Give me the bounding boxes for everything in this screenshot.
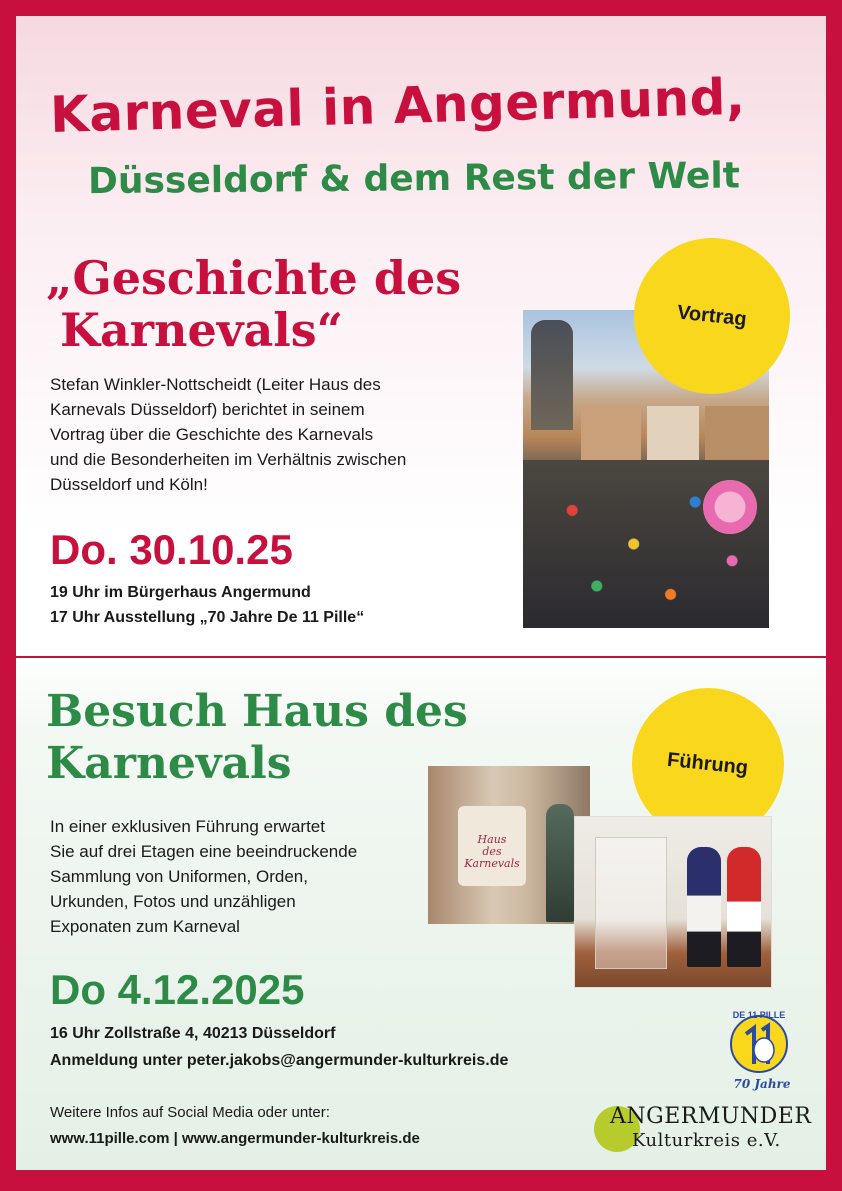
kk-logo-line2: Kulturkreis e.V. [632, 1130, 781, 1151]
headline-sub: Düsseldorf & dem Rest der Welt [87, 155, 741, 203]
event1-desc-line: Stefan Winkler-Nottscheidt (Leiter Haus des [50, 375, 381, 394]
event1-title [46, 252, 526, 356]
event1-details [50, 580, 520, 630]
de-11-pille-logo [724, 1004, 794, 1094]
church-tower [531, 320, 573, 430]
event1-description [50, 372, 510, 497]
event1-detail-line: 17 Uhr Ausstellung „70 Jahre De 11 Pille“ [50, 609, 365, 626]
event1-date: Do. 30.10.25 [50, 526, 293, 573]
poster [16, 16, 826, 1170]
event2-title-line1: Besuch Haus des [46, 686, 468, 737]
event2-detail-line: 16 Uhr Zollstraße 4, 40213 Düsseldorf [50, 1025, 336, 1042]
footer-intro: Weitere Infos auf Social Media oder unter: [50, 1104, 330, 1121]
event2-desc-line: Urkunden, Fotos und unzähligen [50, 892, 296, 911]
exhibition-photo [574, 816, 772, 988]
headline-main: Karneval in Angermund, [49, 67, 747, 144]
pille-logo-bottom-text: 70 Jahre [733, 1077, 791, 1091]
event2-details [50, 1020, 670, 1074]
badge-vortrag-label: Vortrag [676, 300, 748, 331]
kk-logo-line1: ANGERMUNDER [610, 1104, 812, 1129]
event2-desc-line: Sie auf drei Etagen eine beeindruckende [50, 842, 358, 861]
event1-title-line1: „Geschichte des [46, 251, 462, 305]
badge-vortrag [634, 238, 790, 394]
event1-desc-line: und die Besonderheiten im Verhältnis zwischen [50, 450, 407, 469]
event1-desc-line: Düsseldorf und Köln! [50, 475, 208, 494]
event2-description [50, 814, 430, 939]
display-case [595, 837, 667, 969]
event2-date: Do 4.12.2025 [50, 966, 305, 1013]
museum-sign-line: Haus [477, 833, 507, 846]
museum-sign [458, 806, 526, 886]
event2-desc-line: In einer exklusiven Führung erwartet [50, 817, 325, 836]
event2-detail-line: Anmeldung unter peter.jakobs@angermunder-kulturkreis.de [50, 1052, 509, 1069]
haus-des-karnevals-photo [428, 766, 590, 924]
badge-fuehrung-label: Führung [666, 748, 750, 779]
building [705, 406, 769, 466]
event1-desc-line: Karnevals Düsseldorf) berichtet in seinem [50, 400, 365, 419]
building [581, 406, 641, 466]
uniform-figure [687, 847, 721, 967]
event1-title-line2: Karnevals“ [60, 303, 344, 357]
museum-sign-line: des [482, 845, 502, 858]
event1-desc-line: Vortrag über die Geschichte des Karnevals [50, 425, 374, 444]
angermunder-kulturkreis-logo [594, 1102, 814, 1156]
footer [50, 1100, 610, 1152]
event1-detail-line: 19 Uhr im Bürgerhaus Angermund [50, 584, 311, 601]
event2-desc-line: Exponaten zum Karneval [50, 917, 240, 936]
carnival-float [703, 480, 757, 534]
section-divider [16, 656, 826, 658]
bronze-statue [546, 804, 574, 922]
pille-logo-top-text: DE 11 PILLE [732, 1010, 786, 1020]
event2-title-line2: Karnevals [46, 738, 292, 789]
event2-desc-line: Sammlung von Uniformen, Orden, [50, 867, 308, 886]
building [647, 406, 699, 466]
footer-urls: www.11pille.com | www.angermunder-kulturkreis.de [50, 1130, 420, 1147]
museum-sign-line: Karnevals [464, 857, 520, 870]
museum-sign-text [462, 834, 522, 870]
uniform-figure [727, 847, 761, 967]
